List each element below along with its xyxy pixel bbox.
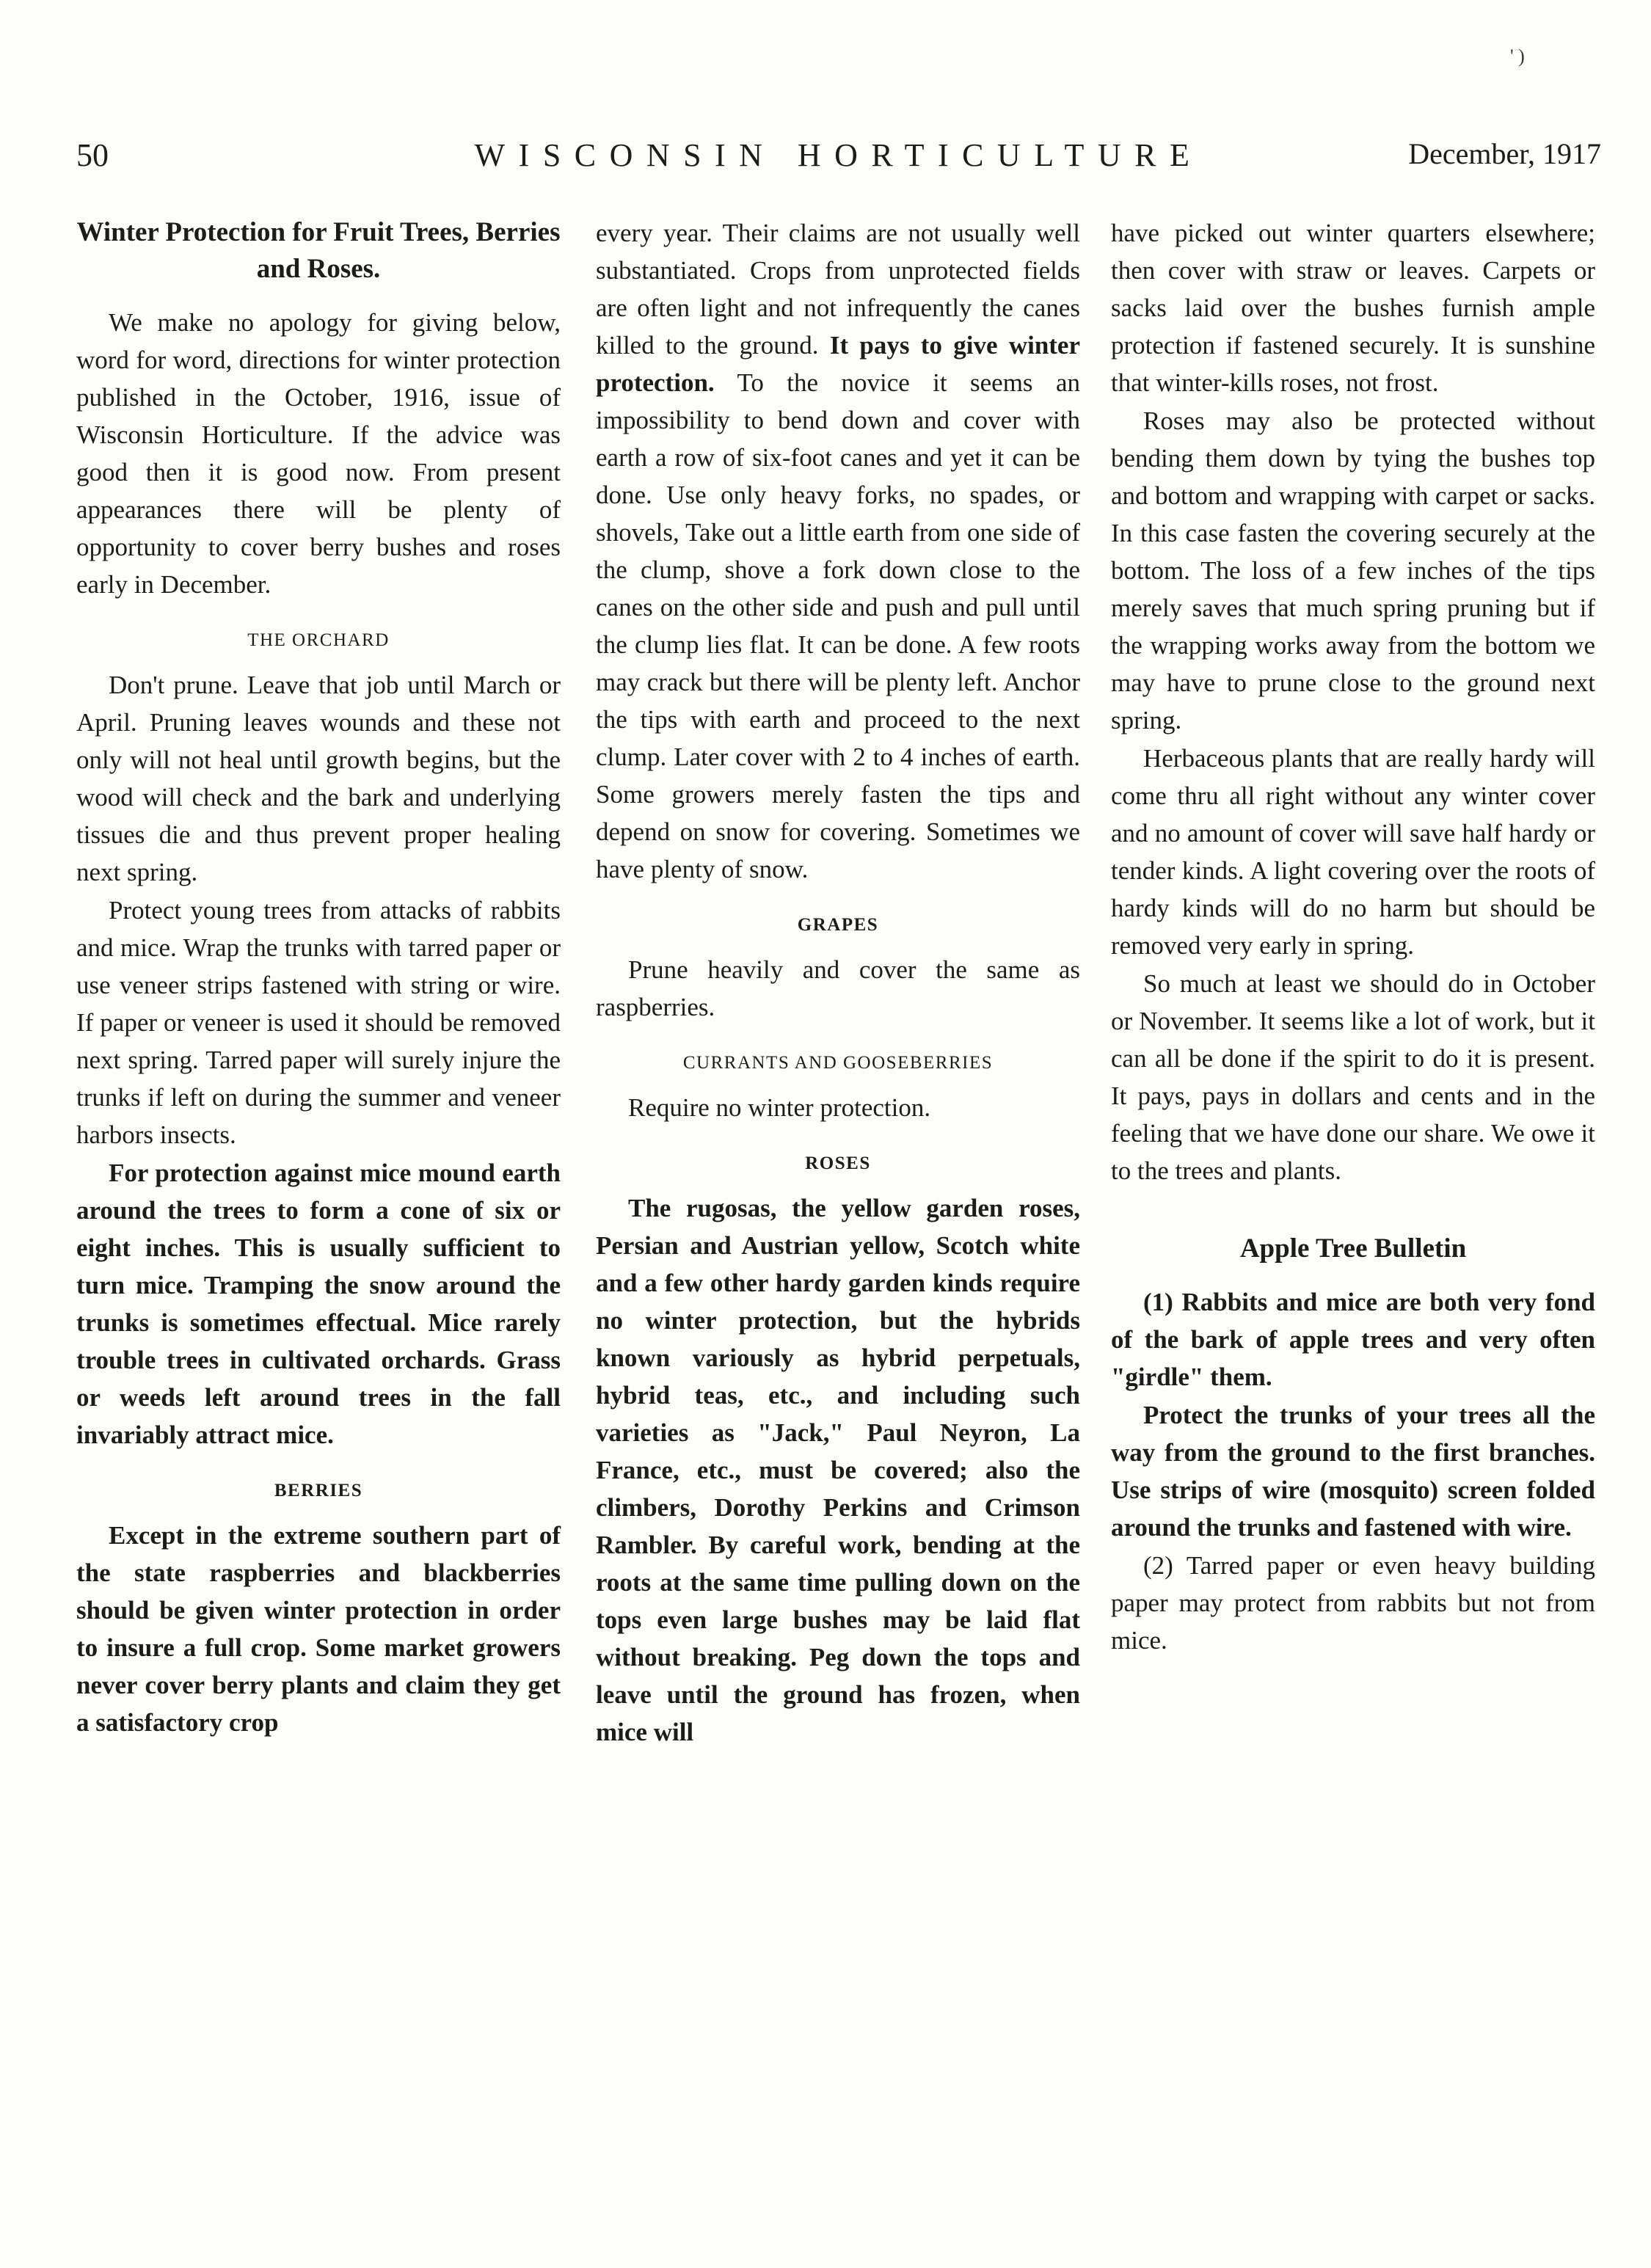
page-number: 50 [76, 137, 109, 173]
currants-paragraph: Require no winter protection. [628, 1093, 931, 1122]
bulletin-paragraph-2: Protect the trunks of your trees all the way from the ground to the first branches. Use strips of wire (mosquito) screen folded around the trunks and fastened with wire. [1111, 1401, 1595, 1542]
roses-paragraph-1: The rugosas, the yellow garden roses, Persian and Austrian yellow, Scotch white and a few other hardy garden kinds require no winter protection, but the hybrids known variously as hybrid perpetuals, hybrid teas, etc., and including such varieties as "Jack," Paul Neyron, La France, etc., must be covered; also the climbers, Dorothy Perkins and Crimson Rambler. By careful work, bending at the roots at the same time pulling down on the tops even large bushes may be laid flat without breaking. Peg down the tops and leave until the ground has frozen, when mice will [596, 1194, 1080, 1746]
berries-continued-text-2: To the novice it seems an impossibility to bend down and cover with earth a row of six-foot canes and yet it can be done. Use only heavy forks, no spades, or shovels, Take out a little earth from one side of the clump, shove a fork down close to the canes on the other side and push and pull until the clump lies flat. It can be done. A few roots may crack but there will be plenty left. Anchor the tips with earth and proceed to the next clump. Later cover with 2 to 4 inches of earth. Some growers merely fasten the tips and depend on snow for covering. Sometimes we have plenty of snow. [596, 368, 1080, 883]
bulletin-title: Apple Tree Bulletin [1239, 1233, 1467, 1264]
page-header [76, 136, 1601, 181]
article-title: Winter Protection for Fruit Trees, Berries and Roses. [76, 217, 561, 284]
orchard-heading: THE ORCHARD [247, 630, 390, 650]
column-2 [596, 214, 1080, 1751]
orchard-paragraph-2: Protect young trees from attacks of rabbits and mice. Wrap the trunks with tarred paper or use veneer strips fastened with string or wire. If paper or veneer is used it should be removed next spring. Tarred paper will surely injure the trunks if left on during the summer and veneer harbors insects. [76, 896, 561, 1149]
corner-mark: ' ) [1510, 45, 1525, 67]
grapes-paragraph: Prune heavily and cover the same as raspberries. [596, 955, 1080, 1021]
currants-heading: CURRANTS AND GOOSEBERRIES [682, 1053, 994, 1073]
intro-paragraph: We make no apology for giving below, word for word, directions for winter protection published in the October, 1916, issue of Wisconsin Horticulture. If the advice was good then it is good now. From present appearances there will be plenty of opportunity to cover berry bushes and roses early in December. [76, 308, 561, 599]
roses-heading: ROSES [805, 1153, 871, 1173]
berries-heading: BERRIES [274, 1481, 363, 1501]
roses-paragraph-2: Roses may also be protected without bending them down by tying the bushes top and bottom and wrapping with carpet or sacks. In this case fasten the covering securely at the bottom. The loss of a few inches of the tips merely saves that much spring pruning but if the wrapping works away from the bottom we may have to prune close to the ground next spring. [1111, 406, 1595, 734]
column-3 [1111, 214, 1595, 1659]
berries-paragraph-1: Except in the extreme southern part of the state raspberries and blackberries should be given winter protection in order to insure a full crop. Some market growers never cover berry plants and claim they get a satisfactory crop [76, 1521, 561, 1737]
roses-paragraph-4: So much at least we should do in October or November. It seems like a lot of work, but it can all be done if the spirit to do it is present. It pays, pays in dollars and cents and in the feeling that we have done our share. We owe it to the trees and plants. [1111, 969, 1595, 1185]
bulletin-paragraph-1: (1) Rabbits and mice are both very fond of the bark of apple trees and very often "girdle" them. [1111, 1288, 1595, 1391]
berries-emphasis: It pays to give winter protection. [596, 331, 1081, 397]
orchard-paragraph-1: Don't prune. Leave that job until March or April. Pruning leaves wounds and these not only will not heal until growth begins, but the wood will check and the bark and underlying tissues die and thus prevent proper healing next spring. [76, 671, 561, 886]
roses-paragraph-continued: have picked out winter quarters elsewhere; then cover with straw or leaves. Carpets or sacks laid over the bushes furnish ample protection if fastened securely. It is sunshine that winter-kills roses, not frost. [1111, 219, 1595, 397]
berries-paragraph-continued [596, 214, 1080, 888]
berries-continued-text: every year. Their claims are not usually well substantiated. Crops from unprotected fields are often light and not infrequently the canes killed to the ground. [596, 219, 1080, 360]
roses-paragraph-3: Herbaceous plants that are really hardy will come thru all right without any winter cover and no amount of cover will save half hardy or tender kinds. A light covering over the roots of hardy kinds will do no harm but should be removed very early in spring. [1111, 744, 1595, 960]
bulletin-paragraph-3: (2) Tarred paper or even heavy building paper may protect from rabbits but not from mice. [1111, 1551, 1595, 1655]
journal-title: WISCONSIN HORTICULTURE [474, 137, 1203, 173]
orchard-paragraph-3: For protection against mice mound earth around the trees to form a cone of six or eight inches. This is usually sufficient to turn mice. Tramping the snow around the trunks is sometimes effectual. Mice rarely trouble trees in cultivated orchards. Grass or weeds left around trees in the fall invariably attract mice. [76, 1159, 561, 1449]
grapes-heading: GRAPES [797, 915, 879, 935]
column-1 [76, 214, 561, 1741]
issue-date: December, 1917 [1408, 137, 1601, 170]
